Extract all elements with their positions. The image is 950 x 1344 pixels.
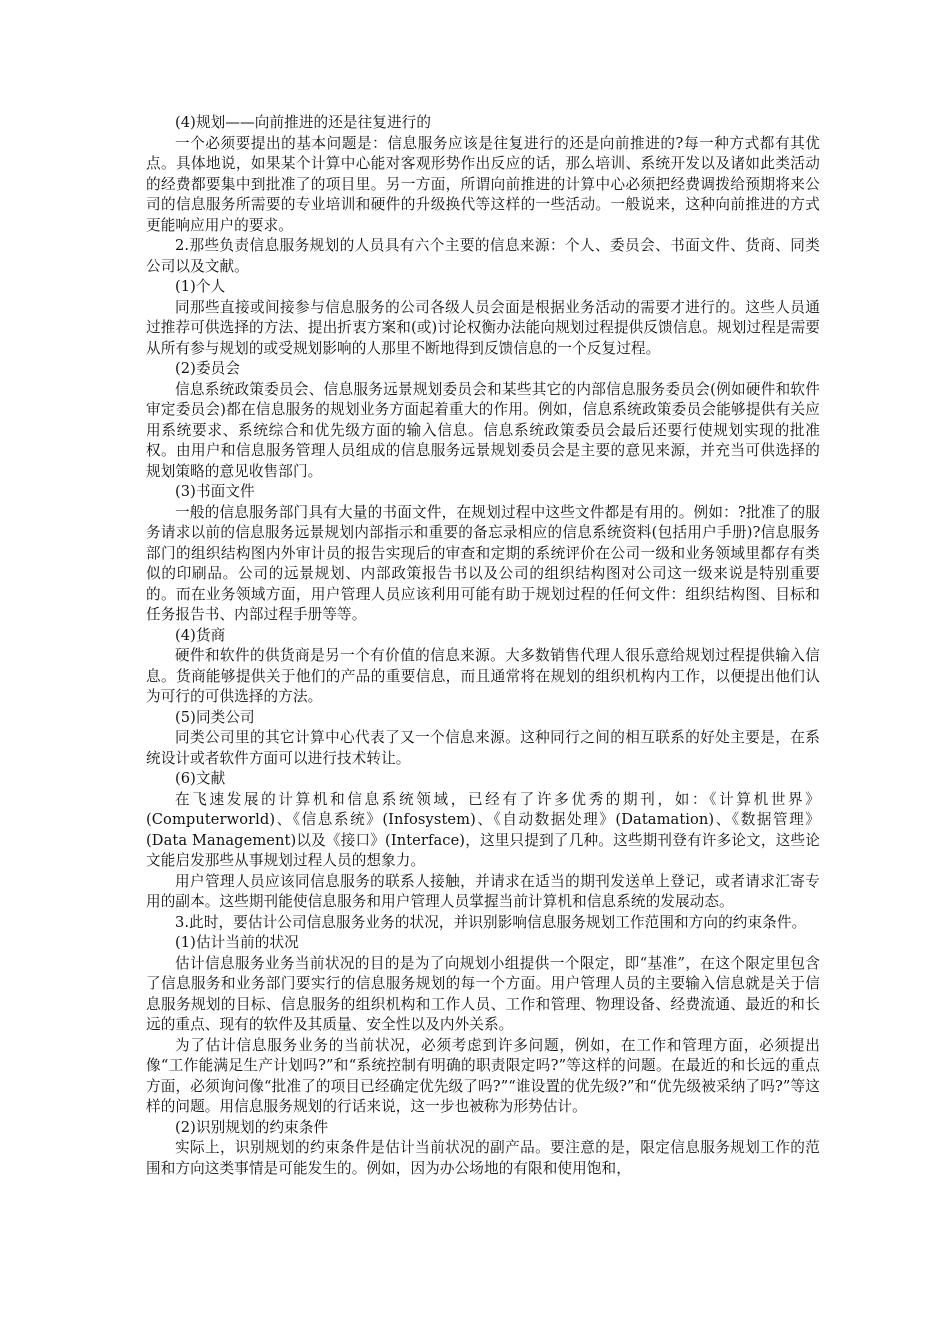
section-heading: (4)规划——向前推进的还是往复进行的 [175,114,432,131]
paragraph: 信息系统政策委员会、信息服务远景规划委员会和某些其它的内部信息服务委员会(例如硬件和软件审定委员会)都在信息服务的规划业务方面起着重大的作用。例如，信息系统政策委员会能够提供有关应用系统要求、系统综合和优先级方面的输入信息。信息系统政策委员会最后还要行使规划实现的批准权。由用户和信息服务管理人员组成的信息服务远景规划委员会是主要的意见来源，并充当可供选择的规划策略的意见收售部门。 [146,380,820,480]
section-heading: (4)货商 [175,626,226,644]
paragraph: 为了估计信息服务业务的当前状况，必须考虑到许多问题，例如，在工作和管理方面，必须提出像“工作能满足生产计划吗?”和“系统控制有明确的职责限定吗?”等这样的问题。在最近的和长远的重点方面，必须询问像“批准了的项目已经确定优先级了吗?”“谁设置的优先级?”和“优先级被采纳了吗?”等这样的问题。用信息服务规划的行话来说，这一步也被称为形势估计。 [146,1036,820,1115]
section-heading: (1)个人 [175,278,226,295]
section-heading: (2)识别规划的约束条件 [175,1118,329,1136]
paragraph: 一般的信息服务部门具有大量的书面文件，在规划过程中这些文件都是有用的。例如：?批准了的服务请求以前的信息服务远景规划内部指示和重要的备忘录相应的信息系统资料(包括用户手册)?信息服务部门的组织结构图内外审计员的报告实现后的审查和定期的系统评价在公司一级和业务领域里都存有类似的印刷品。公司的远景规划、内部政策报告书以及公司的组织结构图对公司这一级来说是特别重要的。而在业务领域方面，用户管理人员应该利用可能有助于规划过程的任何文件：组织结构图、目标和任务报告书、内部过程手册等等。 [146,503,820,623]
paragraph: 用户管理人员应该同信息服务的联系人接触，并请求在适当的期刊发送单上登记，或者请求汇寄专用的副本。这些期刊能使信息服务和用户管理人员掌握当前计算机和信息系统的发展动态。 [146,872,820,910]
paragraph: 同那些直接或间接参与信息服务的公司各级人员会面是根据业务活动的需要才进行的。这些人员通过推荐可供选择的方法、提出折衷方案和(或)讨论权衡办法能向规划过程提供反馈信息。规划过程是需要从所有参与规划的或受规划影响的人那里不断地得到反馈信息的一个反复过程。 [146,298,820,357]
section-heading: (2)委员会 [175,360,241,377]
section-heading: (6)文献 [175,770,226,787]
paragraph: 3.此时，要估计公司信息服务业务的状况，并识别影响信息服务规划工作范围和方向的约束条件。 [175,913,807,931]
section-heading: (1)估计当前的状况 [175,934,299,951]
paragraph: 实际上，识别规划的约束条件是估计当前状况的副产品。要注意的是，限定信息服务规划工作的范围和方向这类事情是可能发生的。例如，因为办公场地的有限和使用饱和， [146,1139,820,1177]
section-heading: (3)书面文件 [175,483,255,500]
paragraph: 2.那些负责信息服务规划的人员具有六个主要的信息来源：个人、委员会、书面文件、货商、同类公司以及文献。 [146,237,820,275]
paragraph: 一个必须要提出的基本问题是：信息服务应该是往复进行的还是向前推进的?每一种方式都有其优点。具体地说，如果某个计算中心能对客观形势作出反应的话，那么培训、系统开发以及诸如此类活动的经费都要集中到批准了的项目里。另一方面，所谓向前推进的计算中心必须把经费调拨给预期将来公司的信息服务所需要的专业培训和硬件的升级换代等这样的一些活动。一般说来，这种向前推进的方式更能响应用户的要求。 [146,134,820,234]
section-heading: (5)同类公司 [175,708,255,726]
document-body [146,113,820,1179]
paragraph: 在飞速发展的计算机和信息系统领域，已经有了许多优秀的期刊，如：《计算机世界》(Computerworld)、《信息系统》(Infosystem)、《自动数据处理》(Datamation)、《数据管理》(Data Management)以及《接口》(Interface)，这里只提到了几种。这些期刊登有许多论文，这些论文能启发那些从事规划过程人员的想象力。 [146,790,820,869]
paragraph: 硬件和软件的供货商是另一个有价值的信息来源。大多数销售代理人很乐意给规划过程提供输入信息。货商能够提供关于他们的产品的重要信息，而且通常将在规划的组织机构内工作，以便提出他们认为可行的可供选择的方法。 [146,647,820,705]
paragraph: 同类公司里的其它计算中心代表了又一个信息来源。这种同行之间的相互联系的好处主要是，在系统设计或者软件方面可以进行技术转让。 [146,729,820,767]
paragraph: 估计信息服务业务当前状况的目的是为了向规划小组提供一个限定，即“基准”，在这个限定里包含了信息服务和业务部门要实行的信息服务规划的每一个方面。用户管理人员的主要输入信息就是关于信息服务规划的目标、信息服务的组织机构和工作人员、工作和管理、物理设备、经费流通、最近的和长远的重点、现有的软件及其质量、安全性以及内外关系。 [146,954,820,1033]
